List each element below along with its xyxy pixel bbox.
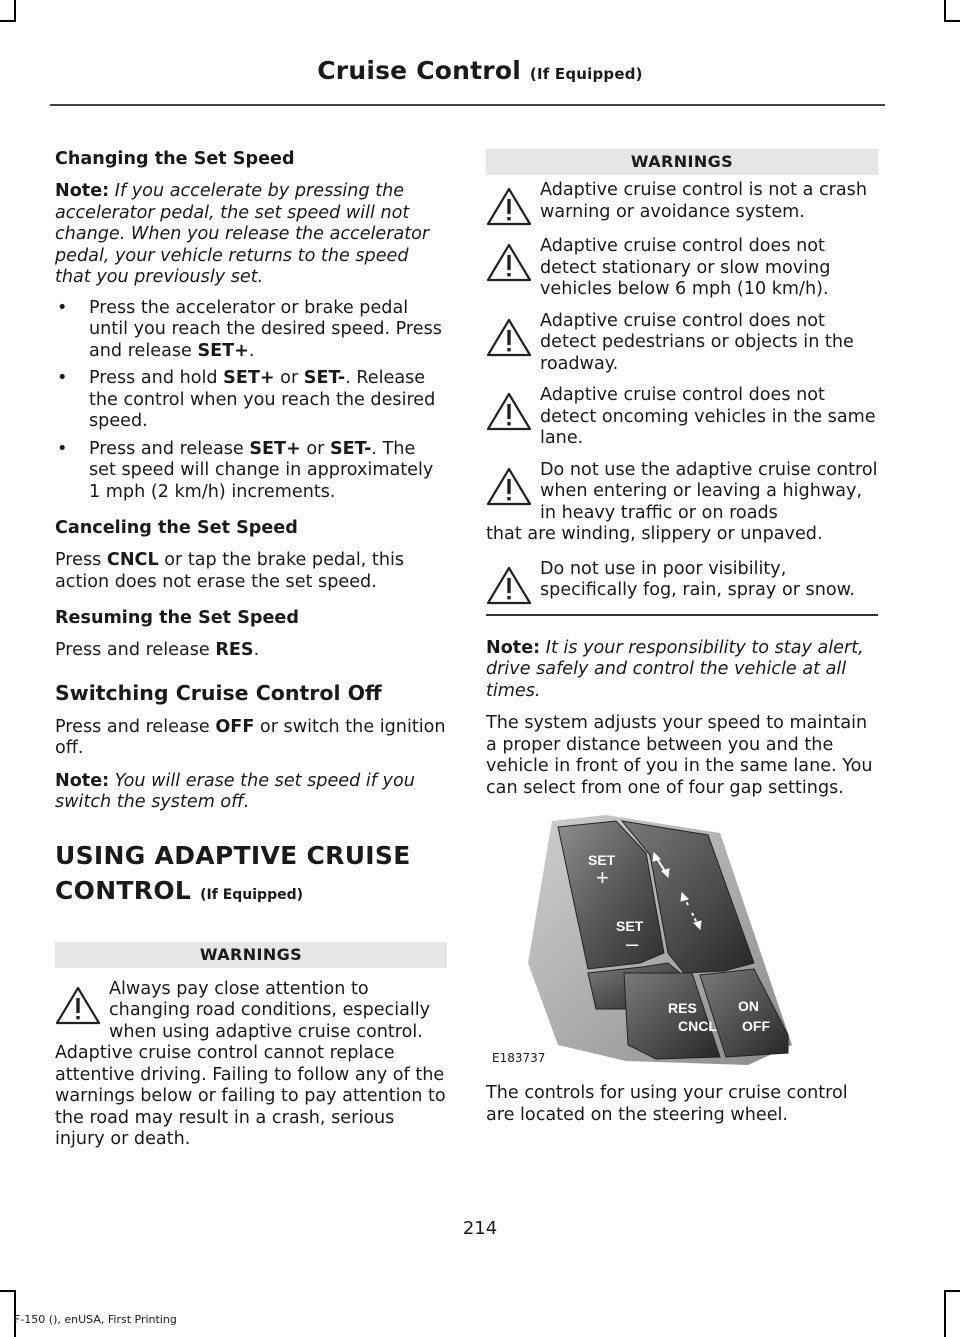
page-title-text: Cruise Control xyxy=(317,56,521,85)
warnings-header: WARNINGS xyxy=(486,149,878,175)
warning-text: Adaptive cruise control is not a crash warning or avoidance system. xyxy=(540,180,867,222)
bullet-icon: • xyxy=(57,368,68,388)
warning-item xyxy=(486,311,878,376)
page-title-qualifier: (If Equipped) xyxy=(529,65,643,83)
list-item xyxy=(55,368,447,433)
warning-text: Adaptive cruise control does not detect stationary or slow moving vehicles below 6 mph (10 km/h). xyxy=(540,236,831,299)
warnings-end-rule xyxy=(486,614,878,616)
bullet-icon: • xyxy=(57,438,68,459)
crop-mark xyxy=(944,1290,946,1337)
list-item xyxy=(55,439,447,504)
control-label: SET+ xyxy=(249,438,301,459)
control-label: SET- xyxy=(329,438,372,459)
bullet-text: Press the accelerator or brake pedal until you reach the desired speed. Press and release xyxy=(89,297,442,361)
res-label: RES xyxy=(668,1000,697,1016)
crop-mark xyxy=(944,1290,960,1292)
warning-item xyxy=(486,385,878,450)
bullet-text: or xyxy=(274,368,304,388)
note-responsibility xyxy=(486,638,878,703)
minus-label: – xyxy=(626,931,639,956)
control-label: OFF xyxy=(215,716,255,737)
warning-triangle-icon xyxy=(486,565,532,605)
section-heading-switching: Switching Cruise Control Off xyxy=(55,680,382,705)
note-switching xyxy=(55,771,447,814)
list-item xyxy=(55,298,447,363)
note-text: It is your responsibility to stay alert, drive safely and control the vehicle at all times. xyxy=(486,637,864,701)
control-label: SET+ xyxy=(197,340,249,361)
crop-mark xyxy=(944,0,946,22)
warning-item xyxy=(55,979,447,1151)
warning-triangle-icon xyxy=(55,985,101,1025)
bullet-text: . The set speed will change in approximately 1 mph (2 km/h) increments. xyxy=(89,438,434,502)
warning-item xyxy=(486,559,878,602)
warning-triangle-icon xyxy=(486,186,532,226)
note-text: You will erase the set speed if you switch the system off. xyxy=(55,770,415,812)
footer-text: F-150 (), enUSA, First Printing xyxy=(14,1313,177,1326)
cncl-label: CNCL xyxy=(678,1018,717,1034)
warnings-header: WARNINGS xyxy=(55,942,447,968)
paragraph-text: Press and release xyxy=(55,640,216,660)
plus-label: + xyxy=(596,865,609,890)
note-label: Note: xyxy=(486,637,541,658)
warning-text: Do not use in poor visibility, specifically fog, rain, spray or snow. xyxy=(540,558,855,600)
off-label: OFF xyxy=(742,1018,770,1034)
note-text: If you accelerate by pressing the accelerator pedal, the set speed will not change. When you release the accelerator pedal, your vehicle returns to the speed that you previously set. xyxy=(55,181,430,287)
chapter-heading-adaptive xyxy=(55,838,447,913)
crop-mark xyxy=(944,20,960,22)
warning-triangle-icon xyxy=(486,317,532,357)
paragraph-text: Press and release xyxy=(55,716,216,737)
off-paragraph xyxy=(55,717,447,760)
bullet-text: . Release the control when you reach the desired speed. xyxy=(89,368,436,431)
section-heading-changing: Changing the Set Speed xyxy=(55,149,295,169)
warning-triangle-icon xyxy=(486,242,532,282)
control-label: CNCL xyxy=(106,550,159,570)
bullet-list xyxy=(55,298,447,504)
warning-text: Do not use the adaptive cruise control when entering or leaving a highway, in heavy traffic or on roads xyxy=(540,459,878,523)
warning-text: Adaptive cruise control does not detect oncoming vehicles in the same lane. xyxy=(540,385,876,448)
note-label: Note: xyxy=(55,770,110,791)
warning-text: Adaptive cruise control cannot replace attentive driving. Failing to follow any of the warnings below or failing to pay attention to the road may result in a crash, serious injury or death. xyxy=(55,1043,446,1149)
bullet-icon: • xyxy=(57,297,68,318)
chapter-heading-qualifier: (If Equipped) xyxy=(200,886,304,903)
header-rule xyxy=(50,104,885,106)
warning-item xyxy=(486,460,878,546)
section-heading-canceling: Canceling the Set Speed xyxy=(55,518,298,538)
warning-item xyxy=(486,180,878,223)
page-title xyxy=(0,56,960,85)
set-minus-label: SET xyxy=(616,918,644,934)
note-changing xyxy=(55,181,447,289)
paragraph-text: or switch the ignition off. xyxy=(55,716,446,758)
cruise-control-figure xyxy=(488,813,808,1075)
resume-paragraph xyxy=(55,640,447,662)
steering-wheel-controls-illustration xyxy=(488,813,808,1069)
crop-mark xyxy=(0,20,16,22)
system-paragraph: The system adjusts your speed to maintain a proper distance between you and the vehicle in front of you in the same lane. You can select from one of four gap settings. xyxy=(486,713,873,798)
warning-text: Always pay close attention to changing road conditions, especially when using adaptive cruise control. xyxy=(109,978,431,1042)
controls-paragraph: The controls for using your cruise control are located on the steering wheel. xyxy=(486,1083,848,1125)
paragraph-text: . xyxy=(253,640,260,660)
on-label: ON xyxy=(738,998,759,1014)
warning-triangle-icon xyxy=(486,391,532,431)
crop-mark xyxy=(14,0,16,22)
bullet-text: Press and hold xyxy=(89,368,224,388)
warning-text: Adaptive cruise control does not detect pedestrians or objects in the roadway. xyxy=(540,310,854,374)
control-label: RES xyxy=(215,640,254,660)
warning-text: that are winding, slippery or unpaved. xyxy=(486,524,823,544)
crop-mark xyxy=(0,1290,16,1292)
section-heading-resuming: Resuming the Set Speed xyxy=(55,608,299,628)
bullet-text: or xyxy=(300,438,330,459)
warning-triangle-icon xyxy=(486,466,532,506)
right-column xyxy=(486,149,878,1126)
bullet-text: Press and release xyxy=(89,438,250,459)
left-column xyxy=(55,144,447,1151)
chapter-heading-line: CONTROL xyxy=(55,875,192,905)
bullet-text: . xyxy=(248,340,255,361)
figure-code: E183737 xyxy=(492,1051,546,1065)
chapter-heading-line: USING ADAPTIVE CRUISE xyxy=(55,840,411,870)
control-label: SET- xyxy=(303,368,346,388)
note-label: Note: xyxy=(55,181,110,201)
page-number: 214 xyxy=(462,1218,498,1239)
paragraph-text: or tap the brake pedal, this action does not erase the set speed. xyxy=(55,550,405,592)
warning-item xyxy=(486,236,878,301)
control-label: SET+ xyxy=(223,368,275,388)
cancel-paragraph xyxy=(55,550,447,593)
paragraph-text: Press xyxy=(55,550,107,570)
set-plus-label: SET xyxy=(588,852,616,868)
